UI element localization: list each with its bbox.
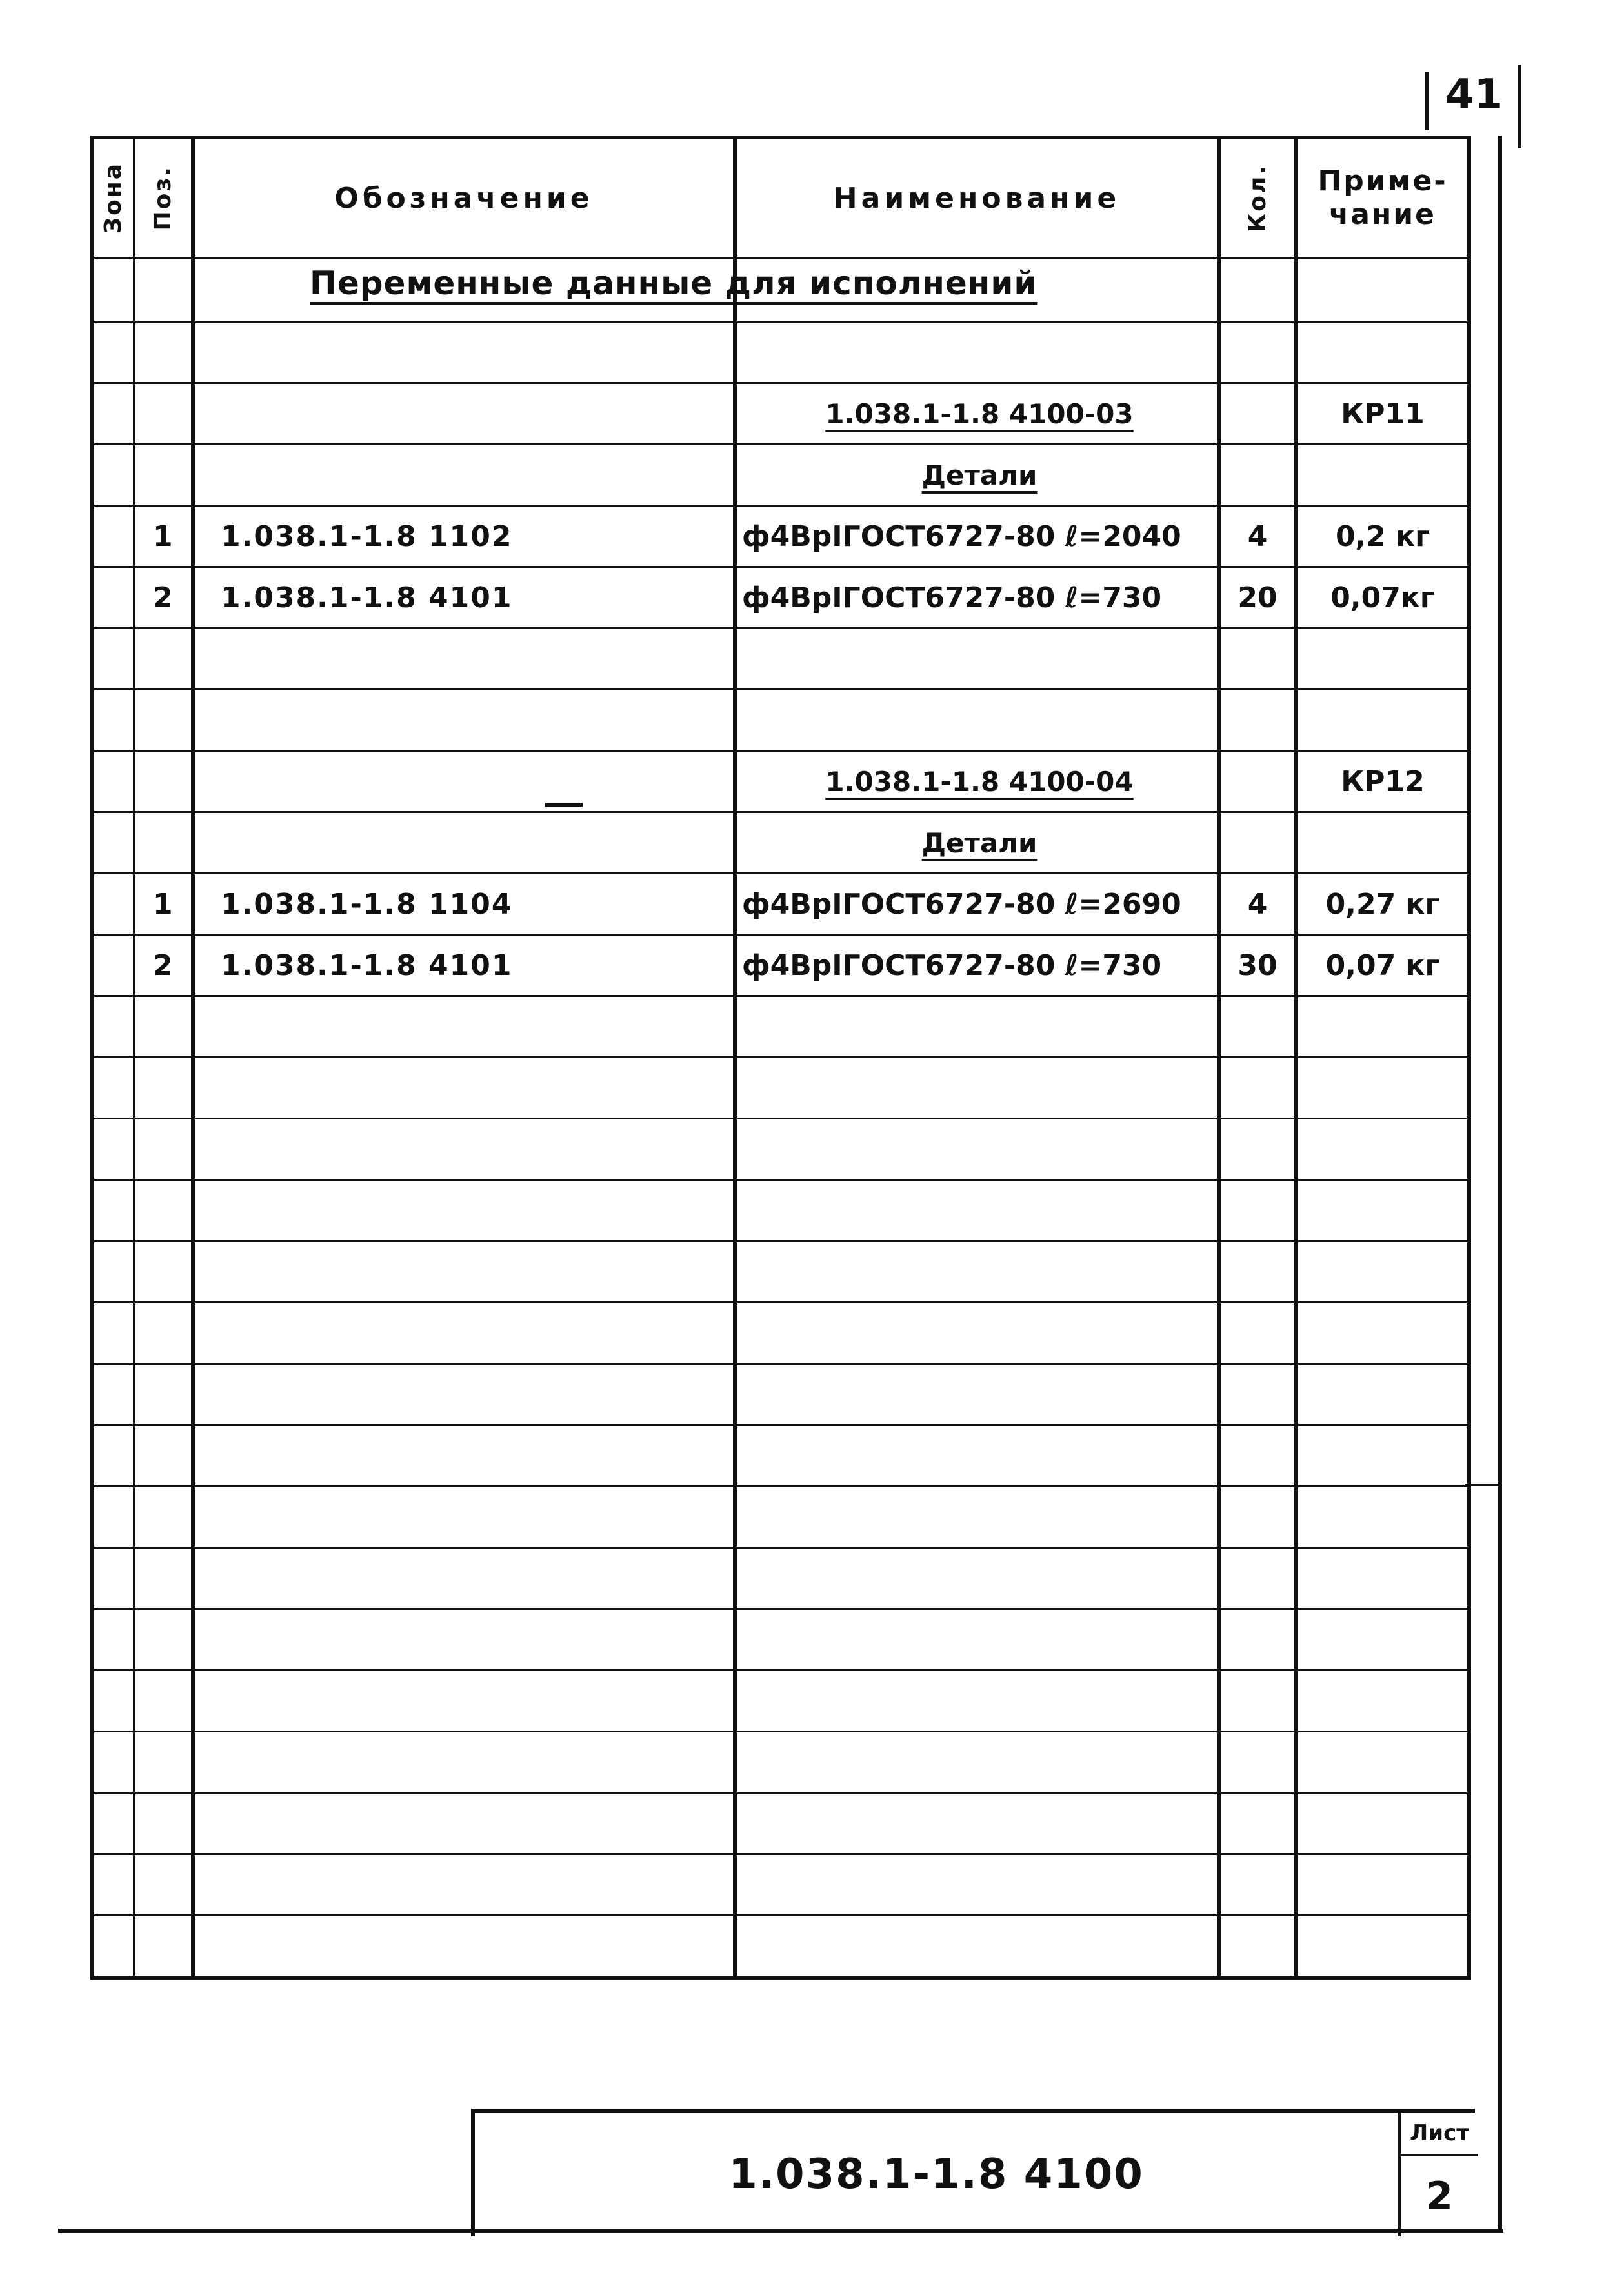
cell-zone — [92, 1732, 134, 1793]
cell-zone — [92, 1058, 134, 1119]
cell-name — [735, 1793, 1219, 1854]
cell-note — [1296, 1548, 1469, 1609]
cell-designation — [193, 1180, 735, 1241]
cell-note — [1296, 690, 1469, 751]
cell-qty — [1219, 1609, 1296, 1671]
cell-designation — [193, 1058, 735, 1119]
page-number: 41 — [1445, 71, 1503, 119]
cell-designation: 1.038.1-1.8 4101 — [193, 567, 735, 628]
cell-note — [1296, 1425, 1469, 1487]
specification-table — [90, 136, 1471, 1980]
sheet-label: Лист — [1401, 2113, 1478, 2156]
cell-pos — [134, 628, 193, 690]
cell-designation — [193, 1609, 735, 1671]
page-number-border — [1518, 65, 1521, 148]
cell-note — [1296, 1854, 1469, 1916]
cell-name — [735, 1548, 1219, 1609]
table-row — [92, 751, 1469, 812]
table-row — [92, 1303, 1469, 1364]
cell-name — [735, 383, 1219, 445]
sheet-box — [1398, 2113, 1478, 2236]
cell-name — [735, 445, 1219, 506]
cell-zone — [92, 322, 134, 383]
table-row — [92, 690, 1469, 751]
cell-designation: 1.038.1-1.8 1104 — [193, 874, 735, 935]
cell-zone — [92, 1916, 134, 1978]
cell-zone — [92, 1180, 134, 1241]
table-row — [92, 874, 1469, 935]
table-row — [92, 506, 1469, 567]
cell-qty — [1219, 812, 1296, 874]
cell-note: КР12 — [1296, 751, 1469, 812]
table-row — [92, 628, 1469, 690]
cell-pos — [134, 1058, 193, 1119]
section-title: Переменные данные для исполнений — [310, 265, 1038, 302]
cell-designation — [193, 751, 735, 812]
cell-zone — [92, 445, 134, 506]
cell-zone — [92, 1671, 134, 1732]
cell-name — [735, 1487, 1219, 1548]
cell-qty: 4 — [1219, 506, 1296, 567]
cell-name-underlined: 1.038.1-1.8 4100-04 — [825, 765, 1134, 798]
cell-name: ф4ВрIГОСТ6727-80 ℓ=2690 — [735, 874, 1219, 935]
cell-note — [1296, 1916, 1469, 1978]
cell-pos — [134, 383, 193, 445]
cell-pos: 1 — [134, 506, 193, 567]
cell-note — [1296, 1058, 1469, 1119]
cell-name — [735, 628, 1219, 690]
cell-designation — [193, 1119, 735, 1180]
cell-designation — [193, 1916, 735, 1978]
cell-name — [735, 1303, 1219, 1364]
cell-qty — [1219, 1793, 1296, 1854]
table-row — [92, 1732, 1469, 1793]
table-row — [92, 445, 1469, 506]
cell-designation: 1.038.1-1.8 1102 — [193, 506, 735, 567]
table-row — [92, 1671, 1469, 1732]
page-bottom-line — [58, 2229, 1503, 2233]
cell-note — [1296, 1671, 1469, 1732]
cell-zone — [92, 506, 134, 567]
table-row — [92, 1487, 1469, 1548]
cell-designation — [193, 1425, 735, 1487]
cell-designation — [193, 812, 735, 874]
cell-zone — [92, 1854, 134, 1916]
cell-zone — [92, 1548, 134, 1609]
cell-zone — [92, 935, 134, 996]
cell-note — [1296, 1241, 1469, 1303]
cell-pos: 1 — [134, 874, 193, 935]
table-row — [92, 567, 1469, 628]
cell-pos — [134, 1119, 193, 1180]
cell-designation — [193, 996, 735, 1058]
cell-name-underlined: 1.038.1-1.8 4100-03 — [825, 397, 1134, 430]
cell-note: 0,07кг — [1296, 567, 1469, 628]
cell-pos — [134, 1671, 193, 1732]
cell-zone — [92, 996, 134, 1058]
cell-note: 0,27 кг — [1296, 874, 1469, 935]
cell-note — [1296, 1364, 1469, 1425]
cell-designation — [193, 1671, 735, 1732]
cell-zone — [92, 751, 134, 812]
cell-name — [735, 1916, 1219, 1978]
table-row — [92, 996, 1469, 1058]
table-row — [92, 1854, 1469, 1916]
cell-qty — [1219, 1854, 1296, 1916]
cell-zone — [92, 1303, 134, 1364]
cell-designation — [193, 1854, 735, 1916]
cell-pos — [134, 1732, 193, 1793]
cell-qty — [1219, 1548, 1296, 1609]
cell-note — [1296, 1487, 1469, 1548]
page-frame-right-line — [1498, 136, 1502, 2233]
cell-note — [1296, 1609, 1469, 1671]
header-note — [1296, 137, 1469, 258]
cell-qty — [1219, 1119, 1296, 1180]
cell-note — [1296, 1119, 1469, 1180]
cell-qty — [1219, 322, 1296, 383]
cell-name: ф4ВрIГОСТ6727-80 ℓ=2040 — [735, 506, 1219, 567]
cell-pos — [134, 1854, 193, 1916]
cell-qty — [1219, 690, 1296, 751]
cell-pos — [134, 1364, 193, 1425]
header-zone: Зона — [92, 137, 134, 258]
cell-pos — [134, 1487, 193, 1548]
cell-zone — [92, 1364, 134, 1425]
cell-zone — [92, 1487, 134, 1548]
cell-note: 0,07 кг — [1296, 935, 1469, 996]
cell-qty — [1219, 1180, 1296, 1241]
cell-designation — [193, 1548, 735, 1609]
cell-pos — [134, 751, 193, 812]
table-row — [92, 935, 1469, 996]
cell-qty — [1219, 1916, 1296, 1978]
table-row — [92, 383, 1469, 445]
table-row — [92, 1364, 1469, 1425]
cell-name — [735, 812, 1219, 874]
cell-pos — [134, 1793, 193, 1854]
table-header-row — [92, 137, 1469, 258]
cell-designation — [193, 1241, 735, 1303]
cell-zone — [92, 1609, 134, 1671]
table-row — [92, 1241, 1469, 1303]
cell-zone — [92, 567, 134, 628]
cell-note: 0,2 кг — [1296, 506, 1469, 567]
table-row — [92, 322, 1469, 383]
cell-note — [1296, 445, 1469, 506]
cell-qty — [1219, 383, 1296, 445]
dash-mark — [545, 803, 583, 807]
cell-name: ф4ВрIГОСТ6727-80 ℓ=730 — [735, 935, 1219, 996]
document-code: 1.038.1-1.8 4100 — [728, 2151, 1144, 2198]
cell-name — [735, 1854, 1219, 1916]
cell-pos — [134, 445, 193, 506]
cell-qty: 30 — [1219, 935, 1296, 996]
cell-designation — [193, 1303, 735, 1364]
cell-pos — [134, 996, 193, 1058]
cell-designation — [193, 383, 735, 445]
cell-designation — [193, 628, 735, 690]
cell-name — [735, 1058, 1219, 1119]
table-row — [92, 1548, 1469, 1609]
cell-pos: 2 — [134, 935, 193, 996]
cell-name — [735, 1241, 1219, 1303]
cell-name — [735, 1732, 1219, 1793]
cell-pos: 2 — [134, 567, 193, 628]
header-note-line2: чание — [1329, 198, 1436, 231]
cell-name: ф4ВрIГОСТ6727-80 ℓ=730 — [735, 567, 1219, 628]
cell-name-underlined: Детали — [921, 827, 1038, 859]
header-designation: Обозначение — [193, 137, 735, 258]
cell-pos — [134, 1303, 193, 1364]
cell-name-underlined: Детали — [921, 459, 1038, 491]
cell-designation — [193, 322, 735, 383]
cell-designation — [193, 690, 735, 751]
cell-note — [1296, 1732, 1469, 1793]
cell-name — [735, 751, 1219, 812]
cell-zone — [92, 628, 134, 690]
cell-note — [1296, 812, 1469, 874]
header-pos: Поз. — [134, 137, 193, 258]
cell-qty — [1219, 1241, 1296, 1303]
cell-zone — [92, 1425, 134, 1487]
cell-designation — [193, 1793, 735, 1854]
cell-name — [735, 690, 1219, 751]
cell-qty — [1219, 996, 1296, 1058]
table-row — [92, 1119, 1469, 1180]
table-row — [92, 1916, 1469, 1978]
cell-zone — [92, 690, 134, 751]
cell-pos — [134, 1180, 193, 1241]
cell-qty — [1219, 751, 1296, 812]
page-number-divider — [1425, 72, 1429, 130]
cell-qty — [1219, 1487, 1296, 1548]
table-row — [92, 1609, 1469, 1671]
cell-note — [1296, 628, 1469, 690]
table-row — [92, 812, 1469, 874]
cell-qty — [1219, 445, 1296, 506]
cell-pos — [134, 812, 193, 874]
cell-designation — [193, 1364, 735, 1425]
cell-zone — [92, 1793, 134, 1854]
cell-name — [735, 1364, 1219, 1425]
title-block — [471, 2109, 1475, 2236]
cell-zone — [92, 1119, 134, 1180]
cell-name — [735, 1119, 1219, 1180]
cell-name — [735, 996, 1219, 1058]
cell-pos — [134, 322, 193, 383]
cell-designation — [193, 1487, 735, 1548]
cell-pos — [134, 1609, 193, 1671]
cell-zone — [92, 383, 134, 445]
table-row — [92, 1793, 1469, 1854]
cell-qty — [1219, 1364, 1296, 1425]
cell-qty — [1219, 1425, 1296, 1487]
cell-pos — [134, 690, 193, 751]
header-note-line1: Приме- — [1318, 165, 1448, 197]
cell-zone — [92, 874, 134, 935]
table-row — [92, 1425, 1469, 1487]
cell-note — [1296, 1303, 1469, 1364]
cell-zone — [92, 812, 134, 874]
cell-name — [735, 1609, 1219, 1671]
cell-designation — [193, 1732, 735, 1793]
cell-name — [735, 1425, 1219, 1487]
cell-note — [1296, 1793, 1469, 1854]
cell-name — [735, 1180, 1219, 1241]
cell-qty — [1219, 1732, 1296, 1793]
cell-designation — [193, 445, 735, 506]
cell-note — [1296, 996, 1469, 1058]
header-qty: Кол. — [1219, 137, 1296, 258]
cell-note — [1296, 1180, 1469, 1241]
cell-pos — [134, 1425, 193, 1487]
cell-pos — [134, 1548, 193, 1609]
cell-qty — [1219, 1058, 1296, 1119]
cell-qty — [1219, 628, 1296, 690]
cell-qty: 4 — [1219, 874, 1296, 935]
cell-note: КР11 — [1296, 383, 1469, 445]
cell-name — [735, 322, 1219, 383]
cell-pos — [134, 1241, 193, 1303]
cell-name — [735, 1671, 1219, 1732]
cell-note — [1296, 322, 1469, 383]
cell-zone — [92, 1241, 134, 1303]
header-name: Наименование — [735, 137, 1219, 258]
cell-pos — [134, 1916, 193, 1978]
cell-qty — [1219, 1671, 1296, 1732]
cell-qty — [1219, 1303, 1296, 1364]
cell-qty: 20 — [1219, 567, 1296, 628]
table-row — [92, 1180, 1469, 1241]
cell-designation: 1.038.1-1.8 4101 — [193, 935, 735, 996]
table-row — [92, 1058, 1469, 1119]
sheet-number: 2 — [1426, 2174, 1453, 2219]
